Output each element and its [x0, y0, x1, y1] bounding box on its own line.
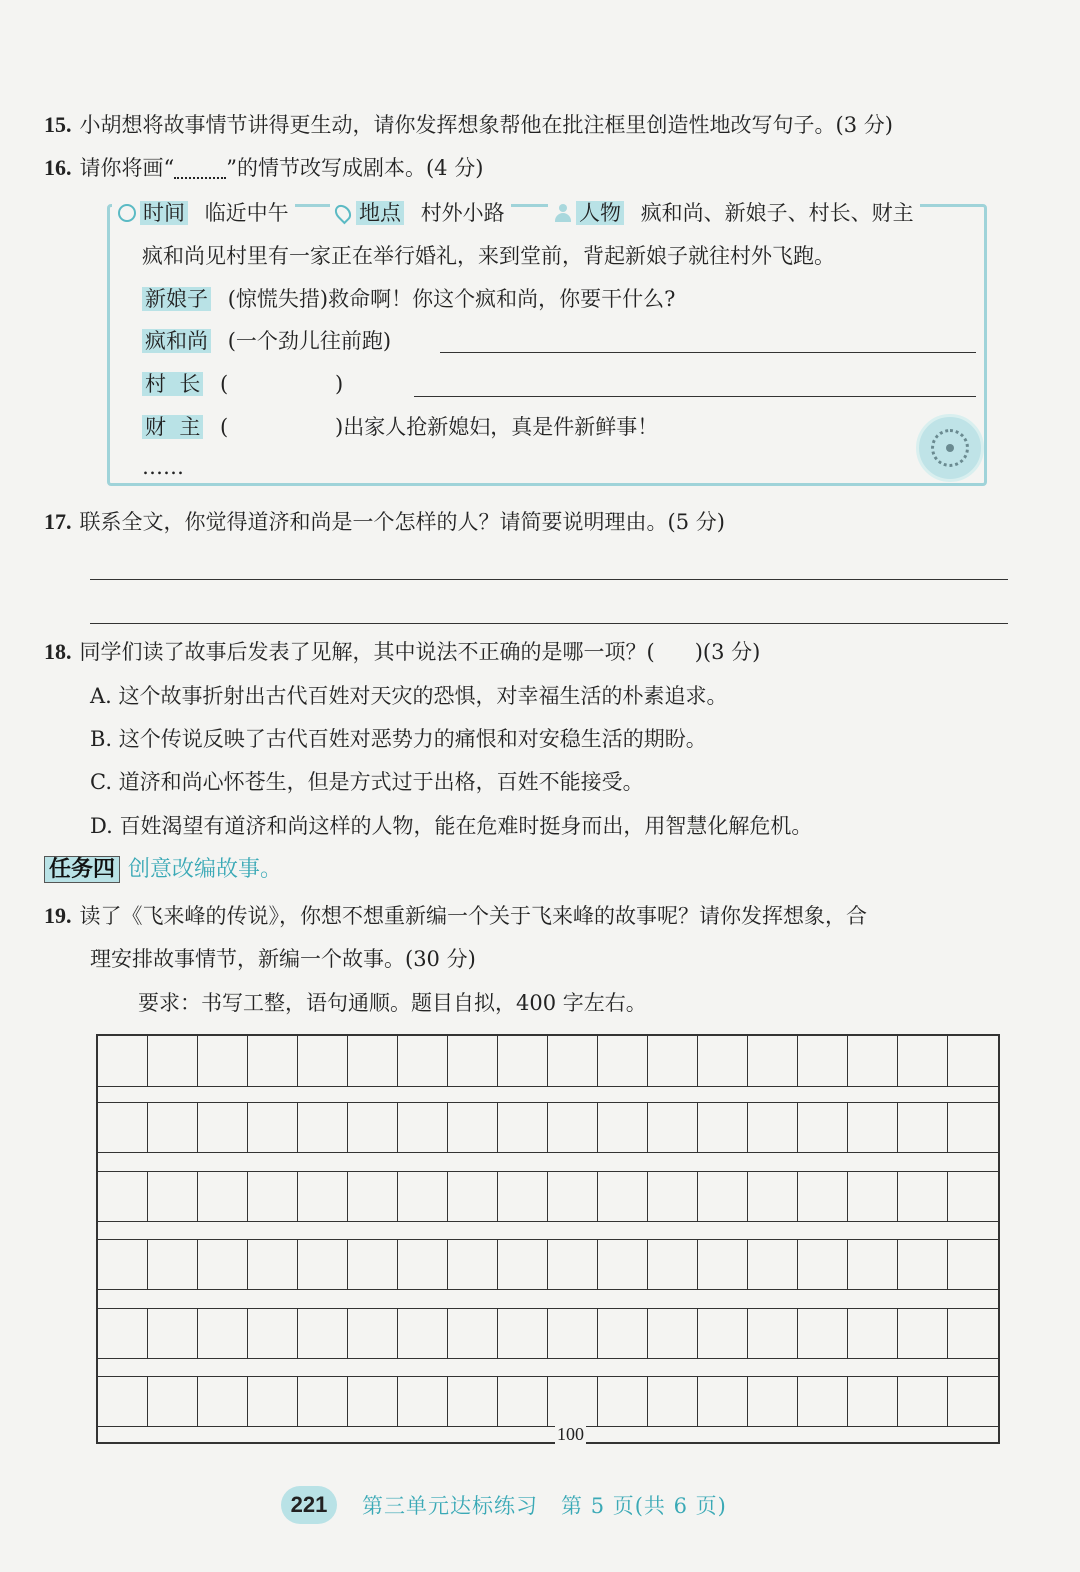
option-a[interactable]: A. 这个故事折射出古代百姓对天灾的恐惧，对幸福生活的朴素追求。: [90, 684, 728, 708]
answer-line[interactable]: [90, 579, 1008, 580]
grid-cell[interactable]: [198, 1239, 248, 1289]
grid-cell[interactable]: [348, 1102, 398, 1152]
question-19: [44, 901, 867, 931]
grid-cell[interactable]: [398, 1171, 448, 1221]
grid-cell[interactable]: [298, 1171, 348, 1221]
option-c[interactable]: C. 道济和尚心怀苍生，但是方式过于出格，百姓不能接受。: [90, 770, 644, 794]
question-text-line1: 读了《飞来峰的传说》，你想不想重新编一个关于飞来峰的故事呢？请你发挥想象，合: [79, 904, 867, 928]
grid-cell[interactable]: [348, 1036, 398, 1086]
grid-row: [98, 1239, 998, 1289]
grid-line: [98, 1376, 998, 1377]
grid-cell[interactable]: [798, 1102, 848, 1152]
grid-cell[interactable]: [248, 1239, 298, 1289]
question-number: 18.: [44, 639, 72, 664]
writing-grid[interactable]: [96, 1034, 1000, 1444]
question-text: 同学们读了故事后发表了见解，其中说法不正确的是哪一项？( )(3 分): [79, 640, 761, 664]
option-d[interactable]: D. 百姓渴望有道济和尚这样的人物，能在危难时挺身而出，用智慧化解危机。: [90, 814, 813, 838]
grid-cell[interactable]: [348, 1308, 398, 1358]
grid-line: [98, 1086, 998, 1087]
clock-icon: [118, 204, 136, 222]
grid-cell[interactable]: [798, 1308, 848, 1358]
grid-cell[interactable]: [198, 1036, 248, 1086]
grid-cell[interactable]: [698, 1036, 748, 1086]
people-label: 人物: [576, 201, 624, 225]
script-time: [112, 198, 295, 228]
question-16: [44, 153, 483, 183]
grid-cell[interactable]: [648, 1036, 698, 1086]
grid-row: [98, 1308, 998, 1358]
grid-cell[interactable]: [98, 1102, 148, 1152]
person-icon: [554, 204, 572, 222]
question-text-after: ”的情节改写成剧本。(4 分): [226, 156, 484, 180]
question-text-before: 请你将画“: [79, 156, 175, 180]
task-label: 任务四: [44, 856, 120, 883]
people-value: 疯和尚、新娘子、村长、财主: [640, 201, 914, 225]
grid-cell[interactable]: [348, 1239, 398, 1289]
writing-requirement: 要求：书写工整，语句通顺。题目自拟，400 字左右。: [138, 991, 647, 1015]
grid-cell[interactable]: [298, 1102, 348, 1152]
answer-line[interactable]: [414, 396, 976, 397]
question-text: 小胡想将故事情节讲得更生动，请你发挥想象帮他在批注框里创造性地改写句子。(3 分): [79, 113, 893, 137]
grid-cell[interactable]: [448, 1102, 498, 1152]
task-four-heading: [44, 855, 282, 885]
grid-cell[interactable]: [748, 1239, 798, 1289]
script-place: [330, 198, 511, 228]
grid-line: [98, 1358, 998, 1359]
grid-cell[interactable]: [598, 1036, 648, 1086]
wavy-underline-mark: [174, 161, 226, 179]
grid-cell[interactable]: [948, 1239, 998, 1289]
grid-cell[interactable]: [448, 1171, 498, 1221]
grid-cell[interactable]: [448, 1036, 498, 1086]
grid-cell[interactable]: [148, 1036, 198, 1086]
grid-cell[interactable]: [298, 1239, 348, 1289]
grid-cell[interactable]: [748, 1308, 798, 1358]
grid-cell[interactable]: [448, 1239, 498, 1289]
grid-cell[interactable]: [148, 1102, 198, 1152]
grid-cell[interactable]: [948, 1308, 998, 1358]
script-ellipsis: ……: [142, 455, 184, 479]
role-label: 疯和尚: [142, 329, 211, 353]
line-text: (一个劲儿往前跑): [227, 329, 392, 353]
character-count-mark: 100: [557, 1424, 584, 1444]
grid-line: [98, 1221, 998, 1222]
grid-cell[interactable]: [498, 1102, 548, 1152]
role-label: 村 长: [142, 372, 203, 396]
grid-cell[interactable]: [898, 1308, 948, 1358]
grid-cell[interactable]: [898, 1171, 948, 1221]
line-text: ( ): [220, 372, 344, 396]
grid-cell[interactable]: [598, 1239, 648, 1289]
grid-line: [98, 1308, 998, 1309]
grid-cell[interactable]: [498, 1239, 548, 1289]
grid-cell[interactable]: [898, 1376, 948, 1426]
grid-cell[interactable]: [898, 1239, 948, 1289]
grid-cell[interactable]: [98, 1308, 148, 1358]
question-number: 16.: [44, 155, 72, 180]
grid-cell[interactable]: [798, 1239, 848, 1289]
grid-cell[interactable]: [748, 1171, 798, 1221]
grid-cell[interactable]: [398, 1376, 448, 1426]
place-value: 村外小路: [420, 201, 505, 225]
grid-cell[interactable]: [898, 1102, 948, 1152]
grid-cell[interactable]: [398, 1036, 448, 1086]
grid-cell[interactable]: [498, 1376, 548, 1426]
option-b[interactable]: B. 这个传说反映了古代百姓对恶势力的痛恨和对安稳生活的期盼。: [90, 727, 707, 751]
grid-cell[interactable]: [898, 1036, 948, 1086]
grid-cell[interactable]: [948, 1102, 998, 1152]
question-number: 17.: [44, 509, 72, 534]
grid-cell[interactable]: [648, 1376, 698, 1426]
grid-cell[interactable]: [248, 1171, 298, 1221]
script-line: [142, 369, 343, 399]
role-label: 财 主: [142, 415, 203, 439]
grid-row: [98, 1102, 998, 1152]
grid-line: [98, 1426, 998, 1427]
grid-cell[interactable]: [98, 1171, 148, 1221]
script-line: [142, 412, 658, 442]
task-title: 创意改编故事。: [128, 857, 283, 882]
question-18: [44, 637, 760, 667]
grid-cell[interactable]: [698, 1102, 748, 1152]
location-pin-icon: [332, 202, 355, 225]
grid-cell[interactable]: [748, 1376, 798, 1426]
film-reel-icon: [916, 414, 984, 482]
grid-line: [98, 1289, 998, 1290]
grid-cell[interactable]: [848, 1376, 898, 1426]
grid-cell[interactable]: [698, 1376, 748, 1426]
grid-cell[interactable]: [548, 1239, 598, 1289]
grid-cell[interactable]: [698, 1171, 748, 1221]
grid-cell[interactable]: [648, 1239, 698, 1289]
grid-row: [98, 1171, 998, 1221]
grid-cell[interactable]: [798, 1376, 848, 1426]
grid-cell[interactable]: [698, 1308, 748, 1358]
grid-cell[interactable]: [298, 1376, 348, 1426]
grid-line: [98, 1171, 998, 1172]
grid-cell[interactable]: [248, 1036, 298, 1086]
grid-cell[interactable]: [348, 1171, 398, 1221]
grid-cell[interactable]: [148, 1239, 198, 1289]
question-text: 联系全文，你觉得道济和尚是一个怎样的人？请简要说明理由。(5 分): [79, 510, 725, 534]
line-text: ( )出家人抢新媳妇，真是件新鲜事！: [220, 415, 659, 439]
grid-line: [98, 1152, 998, 1153]
grid-cell[interactable]: [498, 1036, 548, 1086]
question-number: 19.: [44, 903, 72, 928]
grid-cell[interactable]: [848, 1036, 898, 1086]
grid-cell[interactable]: [148, 1308, 198, 1358]
grid-cell[interactable]: [598, 1308, 648, 1358]
grid-cell[interactable]: [748, 1102, 798, 1152]
question-15: [44, 110, 893, 140]
answer-line[interactable]: [440, 352, 976, 353]
grid-cell[interactable]: [648, 1308, 698, 1358]
grid-cell[interactable]: [98, 1036, 148, 1086]
grid-line: [98, 1239, 998, 1240]
grid-cell[interactable]: [198, 1376, 248, 1426]
grid-cell[interactable]: [248, 1308, 298, 1358]
grid-cell[interactable]: [798, 1171, 848, 1221]
question-text-line2: 理安排故事情节，新编一个故事。(30 分): [90, 947, 476, 971]
grid-cell[interactable]: [398, 1308, 448, 1358]
grid-cell[interactable]: [648, 1102, 698, 1152]
grid-cell[interactable]: [198, 1102, 248, 1152]
grid-cell[interactable]: [98, 1239, 148, 1289]
grid-cell[interactable]: [498, 1308, 548, 1358]
time-label: 时间: [140, 201, 188, 225]
grid-cell[interactable]: [448, 1376, 498, 1426]
grid-cell[interactable]: [598, 1102, 648, 1152]
grid-cell[interactable]: [148, 1171, 198, 1221]
grid-cell[interactable]: [598, 1376, 648, 1426]
grid-cell[interactable]: [548, 1102, 598, 1152]
question-17: [44, 507, 725, 537]
grid-cell[interactable]: [248, 1376, 298, 1426]
grid-cell[interactable]: [248, 1102, 298, 1152]
script-people: [548, 198, 920, 228]
grid-cell[interactable]: [948, 1171, 998, 1221]
grid-cell[interactable]: [748, 1036, 798, 1086]
grid-cell[interactable]: [648, 1171, 698, 1221]
grid-cell[interactable]: [398, 1102, 448, 1152]
script-line: [142, 284, 675, 314]
grid-cell[interactable]: [698, 1239, 748, 1289]
grid-cell[interactable]: [348, 1376, 398, 1426]
grid-cell[interactable]: [98, 1376, 148, 1426]
grid-cell[interactable]: [848, 1171, 898, 1221]
grid-cell[interactable]: [398, 1239, 448, 1289]
grid-cell[interactable]: [848, 1102, 898, 1152]
grid-line: [98, 1102, 998, 1103]
grid-cell[interactable]: [598, 1171, 648, 1221]
grid-cell[interactable]: [548, 1376, 598, 1426]
script-line: [142, 326, 391, 356]
grid-cell[interactable]: [848, 1239, 898, 1289]
page-number: 221: [281, 1486, 337, 1524]
grid-cell[interactable]: [498, 1171, 548, 1221]
footer-title: 第三单元达标练习 第 5 页(共 6 页): [362, 1494, 727, 1518]
line-text: (惊慌失措)救命啊！你这个疯和尚，你要干什么?: [227, 287, 676, 311]
place-label: 地点: [356, 201, 404, 225]
grid-cell[interactable]: [198, 1171, 248, 1221]
grid-cell[interactable]: [298, 1036, 348, 1086]
script-narration: 疯和尚见村里有一家正在举行婚礼，来到堂前，背起新娘子就往村外飞跑。: [142, 244, 835, 268]
grid-cell[interactable]: [798, 1036, 848, 1086]
grid-cell[interactable]: [148, 1376, 198, 1426]
grid-row: [98, 1036, 998, 1086]
grid-cell[interactable]: [448, 1308, 498, 1358]
grid-cell[interactable]: [548, 1308, 598, 1358]
grid-cell[interactable]: [948, 1376, 998, 1426]
grid-cell[interactable]: [948, 1036, 998, 1086]
grid-cell[interactable]: [548, 1036, 598, 1086]
role-label: 新娘子: [142, 287, 211, 311]
grid-cell[interactable]: [848, 1308, 898, 1358]
grid-cell[interactable]: [198, 1308, 248, 1358]
time-value: 临近中午: [204, 201, 289, 225]
grid-row: [98, 1376, 998, 1426]
answer-line[interactable]: [90, 623, 1008, 624]
grid-cell[interactable]: [548, 1171, 598, 1221]
question-number: 15.: [44, 112, 72, 137]
grid-cell[interactable]: [298, 1308, 348, 1358]
